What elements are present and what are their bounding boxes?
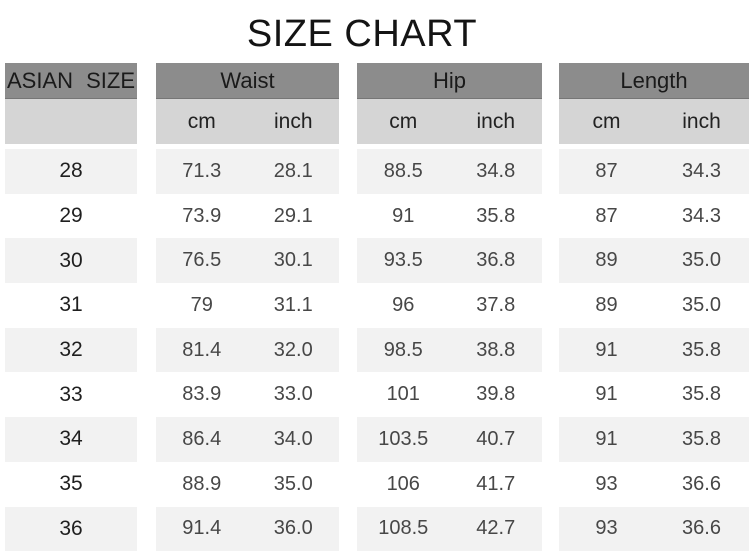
size-cell: 28 <box>5 149 137 194</box>
waist-inch-cell: 28.1 <box>248 149 340 194</box>
length-cm-cell: 91 <box>559 328 654 373</box>
length-group-header: Length <box>559 63 749 99</box>
size-cell: 32 <box>5 328 137 373</box>
length-inch-cell: 35.8 <box>682 383 721 406</box>
waist-inch-cell: 32.0 <box>248 328 340 373</box>
page-title: SIZE CHART <box>246 13 478 55</box>
waist-cm-cell: 81.4 <box>156 328 248 373</box>
size-cell: 33 <box>59 382 83 406</box>
hip-inch-cell: 42.7 <box>450 507 543 552</box>
hip-cm-cell: 108.5 <box>357 507 450 552</box>
hip-cm-cell: 93.5 <box>357 238 450 283</box>
waist-inch-cell: 31.1 <box>273 293 313 316</box>
waist-cm-cell: 91.4 <box>156 507 248 552</box>
waist-cm-cell: 88.9 <box>182 472 222 495</box>
length-cm-cell: 91 <box>595 383 618 406</box>
length-inch-cell: 34.3 <box>682 204 721 227</box>
length-cm-label: cm <box>559 99 654 144</box>
hip-inch-cell: 40.7 <box>450 417 543 462</box>
length-cm-cell: 93 <box>595 472 618 495</box>
length-cm-cell: 89 <box>559 238 654 283</box>
length-inch-cell: 34.3 <box>654 149 749 194</box>
hip-inch-cell: 41.7 <box>476 472 516 495</box>
length-inch-cell: 35.8 <box>654 328 749 373</box>
waist-cm-cell: 86.4 <box>156 417 248 462</box>
length-cm-cell: 87 <box>595 204 618 227</box>
waist-group-header: Waist <box>156 63 339 99</box>
hip-cm-cell: 88.5 <box>357 149 450 194</box>
waist-cm-cell: 71.3 <box>156 149 248 194</box>
hip-cm-cell: 106 <box>386 472 420 495</box>
size-cell: 35 <box>59 472 83 496</box>
waist-inch-cell: 35.0 <box>273 472 313 495</box>
length-cm-cell: 89 <box>595 293 618 316</box>
size-cell: 34 <box>5 417 137 462</box>
size-cell: 31 <box>59 293 83 317</box>
size-table <box>5 63 750 551</box>
size-cell: 36 <box>5 507 137 552</box>
hip-cm-cell: 101 <box>386 383 420 406</box>
hip-inch-cell: 39.8 <box>476 383 516 406</box>
length-inch-cell: 35.8 <box>654 417 749 462</box>
hip-group-header: Hip <box>357 63 542 99</box>
length-inch-cell: 35.0 <box>654 238 749 283</box>
waist-inch-cell: 30.1 <box>248 238 340 283</box>
waist-cm-label: cm <box>156 99 248 144</box>
waist-inch-label: inch <box>248 99 340 144</box>
length-inch-cell: 36.6 <box>682 472 721 495</box>
hip-cm-cell: 91 <box>392 204 415 227</box>
length-cm-cell: 87 <box>559 149 654 194</box>
hip-inch-cell: 36.8 <box>450 238 543 283</box>
waist-inch-cell: 33.0 <box>273 383 313 406</box>
waist-inch-cell: 36.0 <box>248 507 340 552</box>
hip-inch-label: inch <box>450 99 543 144</box>
hip-cm-cell: 103.5 <box>357 417 450 462</box>
waist-cm-cell: 76.5 <box>156 238 248 283</box>
hip-inch-cell: 34.8 <box>450 149 543 194</box>
asian-size-header: ASIAN SIZE <box>5 63 137 99</box>
size-subheader-spacer <box>5 99 137 144</box>
hip-cm-cell: 98.5 <box>357 328 450 373</box>
waist-inch-cell: 29.1 <box>273 204 313 227</box>
hip-inch-cell: 35.8 <box>476 204 516 227</box>
size-cell: 30 <box>5 238 137 283</box>
length-inch-label: inch <box>654 99 749 144</box>
size-cell: 29 <box>59 204 83 228</box>
hip-cm-label: cm <box>357 99 450 144</box>
length-cm-cell: 93 <box>559 507 654 552</box>
hip-inch-cell: 37.8 <box>476 293 516 316</box>
length-inch-cell: 35.0 <box>682 293 721 316</box>
hip-inch-cell: 38.8 <box>450 328 543 373</box>
waist-cm-cell: 73.9 <box>182 204 222 227</box>
length-cm-cell: 91 <box>559 417 654 462</box>
length-inch-cell: 36.6 <box>654 507 749 552</box>
waist-cm-cell: 79 <box>190 293 213 316</box>
waist-inch-cell: 34.0 <box>248 417 340 462</box>
hip-cm-cell: 96 <box>392 293 415 316</box>
waist-cm-cell: 83.9 <box>182 383 222 406</box>
